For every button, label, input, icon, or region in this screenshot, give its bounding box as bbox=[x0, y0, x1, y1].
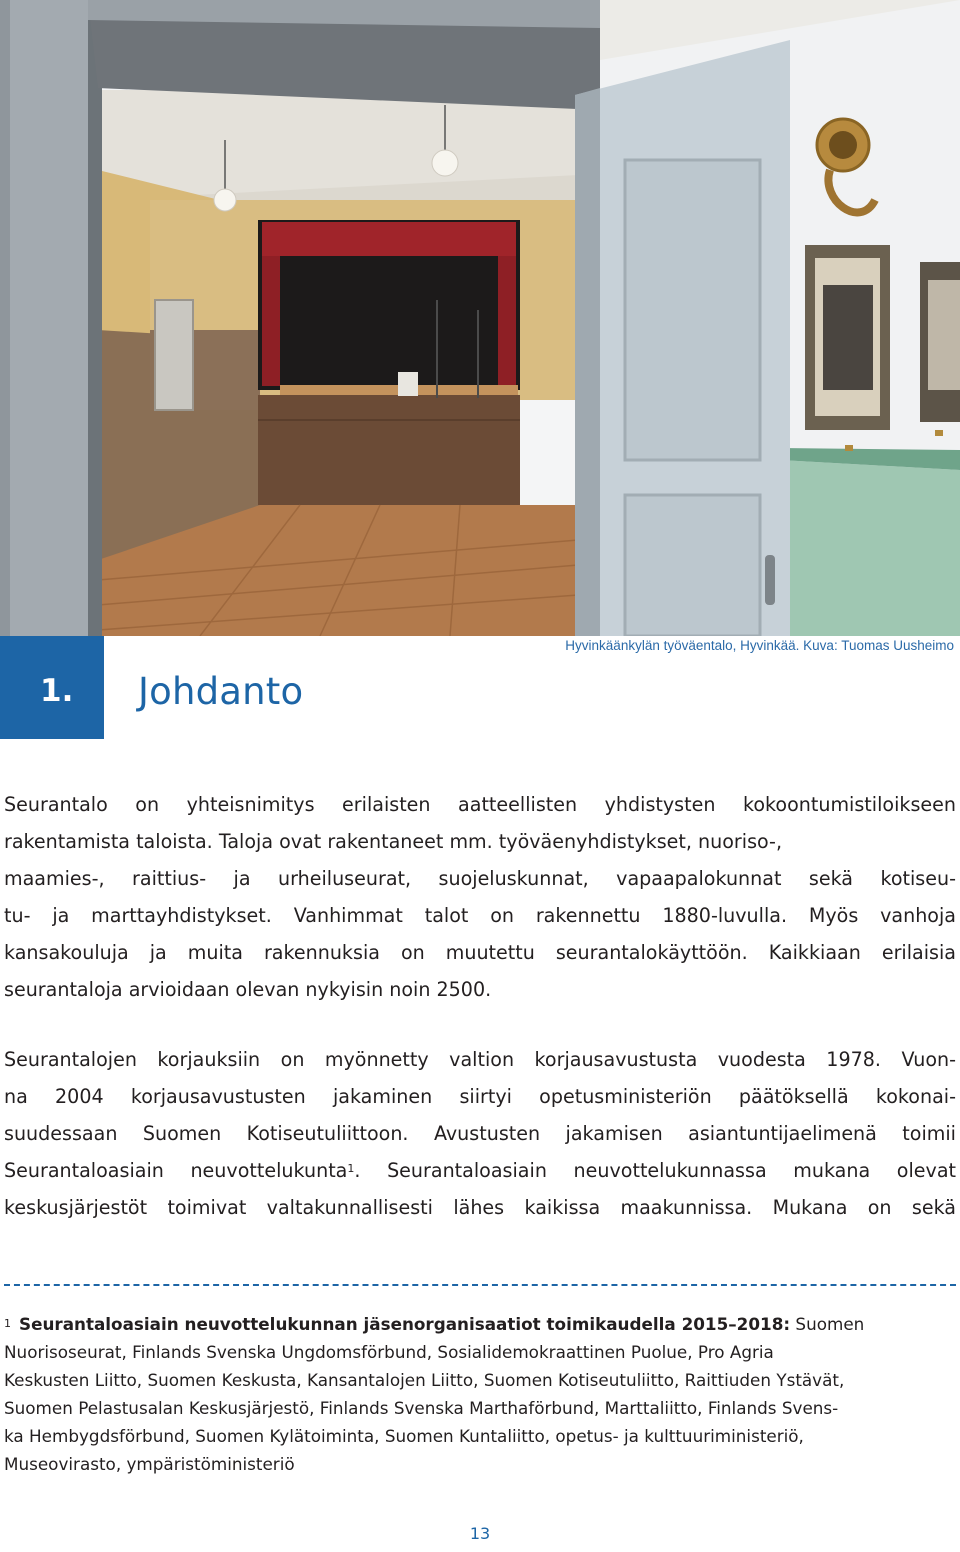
paragraph-line: suudessaan Suomen Kotiseutuliittoon. Avustusten jakamisen asiantuntijaelimenä toimii bbox=[4, 1122, 956, 1145]
footnote-line: ka Hembygdsförbund, Suomen Kylätoiminta, Suomen Kuntaliitto, opetus- ja kulttuuriministeriö, bbox=[4, 1426, 804, 1446]
footnote-line: Keskusten Liitto, Suomen Keskusta, Kansantalojen Liitto, Suomen Kotiseutuliitto, Raittiuden Ystävät, bbox=[4, 1370, 845, 1390]
paragraph-line: na 2004 korjausavustusten jakaminen siirtyi opetusministeriön päätöksellä kokonai- bbox=[4, 1085, 956, 1108]
footnote-line: Suomen Pelastusalan Keskusjärjestö, Finlands Svenska Marthaförbund, Marttaliitto, Finlands Svens- bbox=[4, 1398, 839, 1418]
line-text: Seurantaloasiain neuvottelukunta bbox=[4, 1159, 348, 1182]
paragraph-line-with-footnote bbox=[4, 1152, 956, 1189]
subsidy-paragraph bbox=[4, 1041, 956, 1226]
footnote-text: Suomen bbox=[790, 1314, 865, 1334]
footnote-mark: 1 bbox=[4, 1317, 11, 1330]
paragraph-line: tu- ja marttayhdistykset. Vanhimmat talot on rakennettu 1880-luvulla. Myös vanhoja bbox=[4, 904, 956, 927]
footnote-line: Nuorisoseurat, Finlands Svenska Ungdomsförbund, Sosialidemokraattinen Puolue, Pro Agria bbox=[4, 1342, 774, 1362]
hall-photo-illustration bbox=[0, 0, 960, 636]
footnote-separator bbox=[4, 1284, 956, 1286]
intro-paragraph bbox=[4, 786, 956, 1008]
paragraph-line: rakentamista taloista. Taloja ovat rakentaneet mm. työväenyhdistykset, nuoriso-, bbox=[4, 830, 783, 853]
footnote-line: Museovirasto, ympäristöministeriö bbox=[4, 1454, 295, 1474]
chapter-number-box bbox=[0, 636, 104, 739]
paragraph-line: Seurantalo on yhteisnimitys erilaisten aatteellisten yhdistysten kokoontumistiloikseen bbox=[4, 793, 956, 816]
photo-caption: Hyvinkäänkylän työväentalo, Hyvinkää. Kuva: Tuomas Uusheimo bbox=[565, 638, 954, 653]
paragraph-line: seurantaloja arvioidaan olevan nykyisin noin 2500. bbox=[4, 978, 492, 1001]
footnote-reference[interactable]: 1 bbox=[347, 1162, 355, 1175]
line-text: . Seurantaloasiain neuvottelukunnassa mukana olevat bbox=[354, 1159, 957, 1182]
footnote bbox=[4, 1310, 956, 1478]
paragraph-line: kansakouluja ja muita rakennuksia on muutettu seurantalokäyttöön. Kaikkiaan erilaisia bbox=[4, 941, 956, 964]
chapter-title: Johdanto bbox=[138, 670, 304, 713]
paragraph-line: maamies-, raittius- ja urheiluseurat, suojeluskunnat, vapaapalokunnat sekä kotiseu- bbox=[4, 867, 956, 890]
page-number: 13 bbox=[469, 1524, 491, 1543]
hall-photo bbox=[0, 0, 960, 636]
footnote-line bbox=[4, 1310, 956, 1338]
footnote-lead: Seurantaloasiain neuvottelukunnan jäsenorganisaatiot toimikaudella 2015–2018: bbox=[19, 1314, 791, 1334]
paragraph-line: Seurantalojen korjauksiin on myönnetty valtion korjausavustusta vuodesta 1978. Vuon- bbox=[4, 1048, 956, 1071]
chapter-number: 1. bbox=[40, 673, 74, 709]
paragraph-line: keskusjärjestöt toimivat valtakunnallisesti lähes kaikissa maakunnissa. Mukana on sekä bbox=[4, 1196, 956, 1219]
